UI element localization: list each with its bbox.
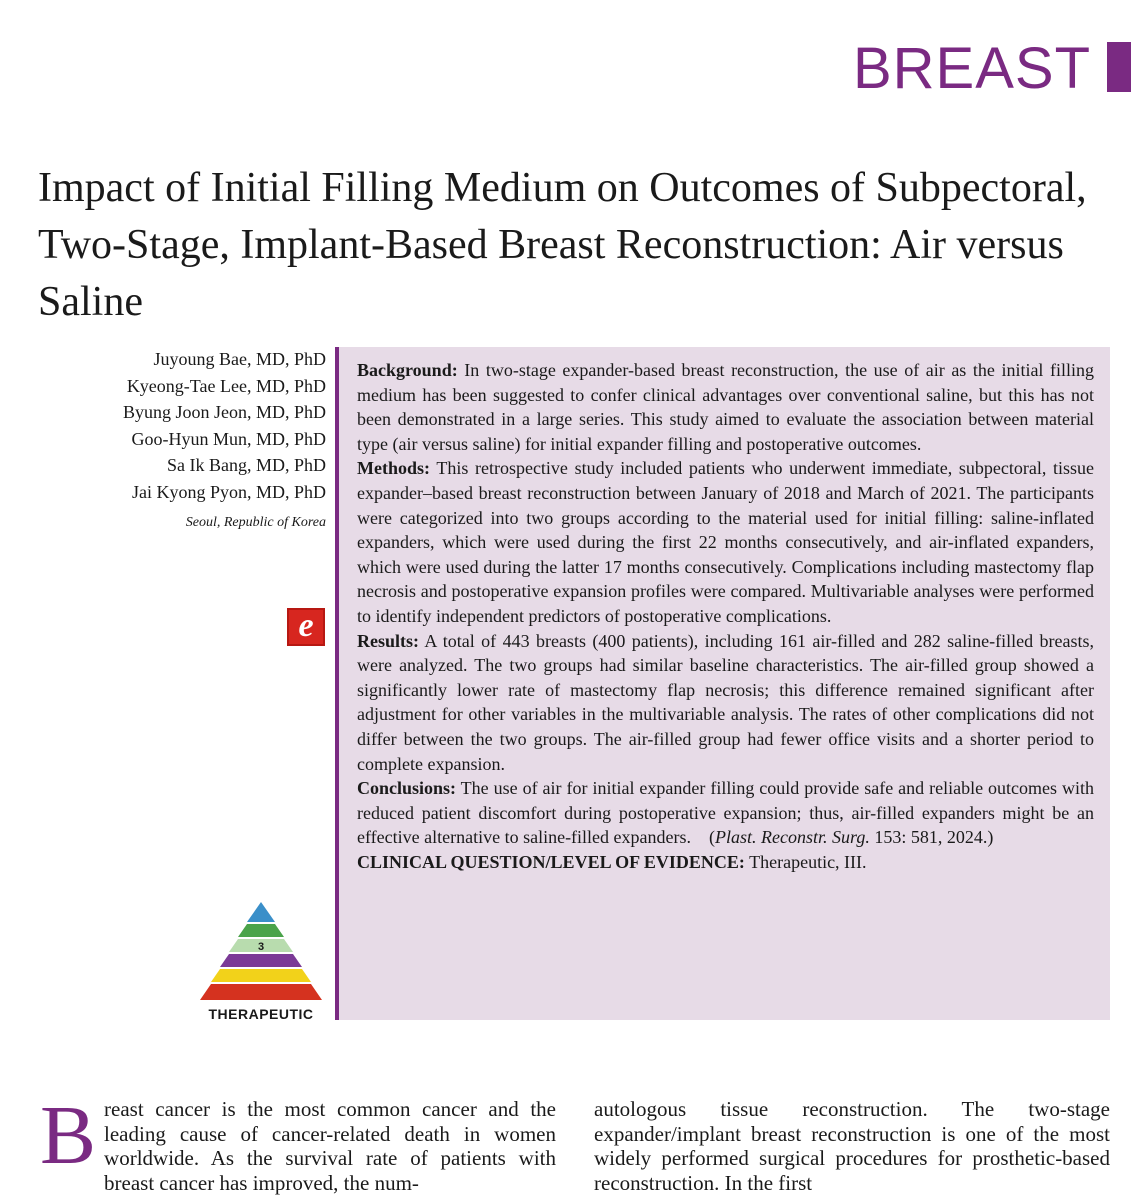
author-name: Byung Joon Jeon, MD, PhD — [122, 402, 326, 422]
body-text-left: reast cancer is the most common cancer and the leading cause of cancer-related death in women worldwide. As the survival rate of patients with breast cancer has improved, the num- — [104, 1097, 556, 1195]
drop-cap: B — [40, 1089, 97, 1182]
evidence-pyramid-icon — [196, 902, 326, 1020]
author-list — [40, 346, 326, 533]
abstract-box — [335, 347, 1110, 1020]
evidence-label: THERAPEUTIC — [208, 1006, 314, 1022]
results-heading: Results: — [357, 630, 419, 651]
author-location: Seoul, Republic of Korea — [185, 515, 326, 530]
author-name: Juyoung Bae, MD, PhD — [153, 349, 326, 369]
citation — [709, 827, 993, 847]
abstract-background — [357, 358, 1094, 456]
results-text: A total of 443 breasts (400 patients), including 161 air-filled and 282 saline-filled breasts, were analyzed. The two groups had similar baseline characteristics. The air-filled group showed a significantly lower rate of mastectomy flap necrosis; this difference remained significant after adjustment for other variables in the multivariable analysis. The rates of other complications did not differ between the two groups. The air-filled group had fewer office visits and a shorter period to complete expansion. — [357, 630, 1094, 774]
author-name: Goo-Hyun Mun, MD, PhD — [131, 428, 326, 449]
clinical-question-heading: CLINICAL QUESTION/LEVEL OF EVIDENCE: — [357, 851, 745, 872]
e-supplement-icon[interactable]: e — [287, 608, 325, 646]
citation-open: ( — [709, 827, 716, 848]
methods-text: This retrospective study included patients who underwent immediate, subpectoral, tissue expander–based breast reconstruction between January of 2018 and March of 2021. The participants were categorized into two groups according to the material used for initial filling: saline-inflated expanders, which were used during the first 22 months consecutively, and air-inflated expanders, which were used during the latter 17 months consecutively. Complications including mastectomy flap necrosis and postoperative expansion profiles were compared. Multivariable analyses were performed to identify independent predictors of postoperative complications. — [357, 458, 1094, 626]
abstract-methods — [357, 456, 1094, 628]
author-name: Kyeong-Tae Lee, MD, PhD — [126, 375, 326, 396]
citation-rest: 153: 581, 2024.) — [869, 827, 994, 848]
background-heading: Background: — [357, 360, 458, 380]
author-name: Jai Kyong Pyon, MD, PhD — [131, 481, 326, 502]
abstract-conclusions — [357, 776, 1094, 850]
evidence-level-number: 3 — [257, 941, 265, 953]
background-text: In two-stage expander-based breast reconstruction, the use of air as the initial filling medium has been suggested to confer clinical advantages over conventional saline, but this has not been demonstrated in a large series. This study aimed to evaluate the association between material type (air versus saline) for initial expander filling and postoperative outcomes. — [357, 360, 1094, 454]
body-column-right — [594, 1097, 1110, 1195]
article-title: Impact of Initial Filling Medium on Outcomes of Subpectoral, Two-Stage, Implant-Based Breast Reconstruction: Air versus Saline — [38, 165, 1087, 325]
body-column-left — [40, 1089, 556, 1195]
citation-journal: Plast. Reconstr. Surg. — [715, 827, 870, 848]
conclusions-heading: Conclusions: — [357, 778, 457, 799]
pyramid-graphic — [196, 902, 326, 1006]
methods-heading: Methods: — [357, 458, 430, 479]
section-bar — [1107, 42, 1131, 92]
author-name: Sa Ik Bang, MD, PhD — [166, 455, 326, 475]
clinical-question-text: Therapeutic, III. — [744, 851, 867, 872]
abstract-clinical-question — [357, 850, 1094, 875]
abstract-results — [357, 629, 1094, 777]
section-label: BREAST — [852, 36, 1091, 101]
body-text-right: autologous tissue reconstruction. The two-stage expander/implant breast reconstruction is one of the most widely performed surgical procedures for prosthetic-based reconstruction. In the first — [594, 1097, 1110, 1195]
conclusions-text: The use of air for initial expander filling could provide safe and reliable outcomes with reduced patient discomfort during postoperative expansion; thus, air-filled expanders might be an effective alternative to saline-filled expanders. — [357, 778, 1094, 848]
